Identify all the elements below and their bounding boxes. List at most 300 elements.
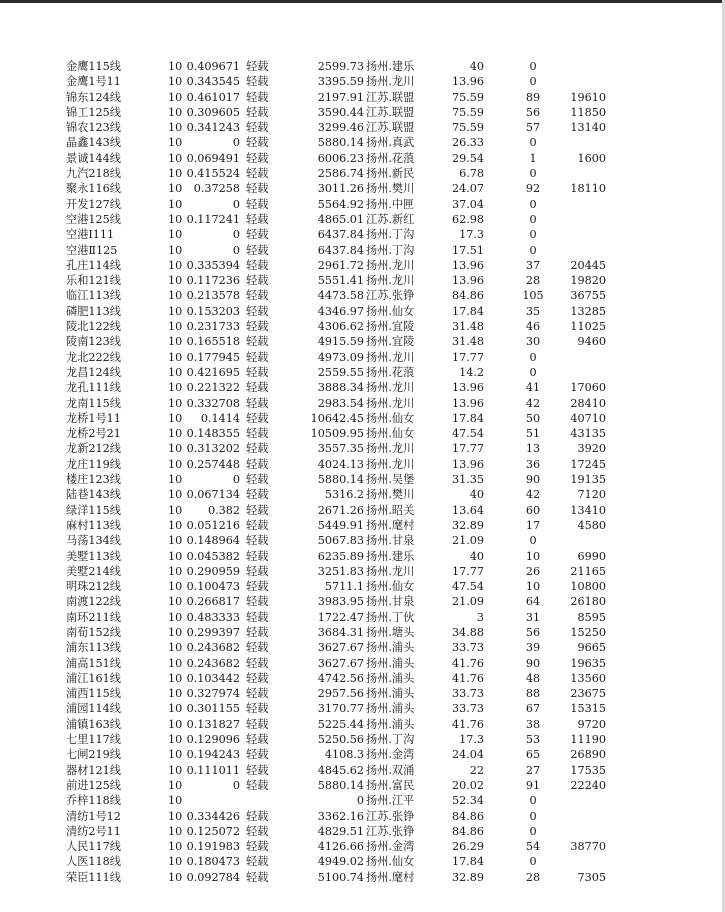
load-ratio-cell: 0.335394 (186, 258, 240, 272)
table-row (0, 564, 725, 579)
load-status-cell: 轻载 (246, 748, 269, 762)
load-ratio-cell: 0.221322 (186, 381, 240, 395)
load-status-cell: 轻载 (246, 503, 269, 517)
table-row (0, 732, 725, 747)
voltage-cell: 10 (168, 243, 183, 257)
count-cell: 26 (525, 564, 541, 578)
voltage-cell: 10 (168, 90, 183, 104)
substation-cell: 扬州.浦头 (366, 702, 415, 716)
length-cell: 13.96 (451, 457, 484, 471)
value-cell: 9665 (577, 641, 606, 655)
table-row (0, 747, 725, 762)
voltage-cell: 10 (168, 717, 183, 731)
capacity-cell: 5711.1 (324, 580, 364, 594)
capacity-cell: 4845.62 (317, 763, 364, 777)
substation-cell: 江苏.联盟 (366, 105, 415, 119)
value-cell: 17535 (570, 763, 606, 777)
voltage-cell: 10 (168, 748, 183, 762)
count-cell: 56 (525, 105, 541, 119)
voltage-cell: 10 (168, 350, 183, 364)
value-cell: 38770 (570, 840, 606, 854)
line-name-cell: 前进125线 (66, 778, 121, 792)
line-name-cell: 龙孔111线 (66, 381, 121, 395)
substation-cell: 扬州.樊川 (366, 488, 415, 502)
load-status-cell: 轻载 (246, 365, 269, 379)
load-ratio-cell: 0.092784 (186, 870, 240, 884)
load-ratio-cell: 0.129096 (186, 733, 240, 747)
table-row (0, 717, 725, 732)
capacity-cell: 5100.74 (317, 870, 364, 884)
length-cell: 13.96 (451, 258, 484, 272)
count-cell: 1 (529, 151, 537, 165)
line-name-cell: 龙桥1号11 (66, 411, 121, 425)
voltage-cell: 10 (168, 870, 183, 884)
capacity-cell: 3362.16 (317, 809, 364, 823)
line-name-cell: 七里117线 (66, 733, 121, 747)
table-row (0, 304, 725, 319)
load-ratio-cell: 0.069491 (186, 151, 240, 165)
count-cell: 30 (525, 335, 541, 349)
count-cell: 38 (525, 717, 541, 731)
substation-cell: 扬州.富民 (366, 778, 415, 792)
substation-cell: 扬州.仙女 (366, 580, 415, 594)
table-row (0, 90, 725, 105)
voltage-cell: 10 (168, 687, 183, 701)
load-status-cell: 轻载 (246, 580, 269, 594)
load-ratio-cell: 0.313202 (186, 442, 240, 456)
load-ratio-cell: 0.309605 (186, 105, 240, 119)
substation-cell: 江苏.联盟 (366, 121, 415, 135)
voltage-cell: 10 (168, 442, 183, 456)
line-name-cell: 金鹰1号11 (66, 75, 121, 89)
capacity-cell: 3983.95 (317, 595, 364, 609)
line-name-cell: 器材121线 (66, 763, 121, 777)
line-name-cell: 七闸219线 (66, 748, 121, 762)
table-row (0, 671, 725, 686)
table-row (0, 503, 725, 518)
substation-cell: 扬州.浦头 (366, 641, 415, 655)
load-status-cell: 轻载 (246, 411, 269, 425)
line-name-cell: 磷肥113线 (66, 304, 121, 318)
capacity-cell: 4126.66 (317, 840, 364, 854)
voltage-cell: 10 (168, 625, 183, 639)
line-name-cell: 南荀152线 (66, 625, 121, 639)
load-ratio-cell: 0.153203 (186, 304, 240, 318)
count-cell: 65 (525, 748, 541, 762)
count-cell: 0 (529, 365, 537, 379)
load-ratio-cell: 0.103442 (186, 671, 240, 685)
length-cell: 17.3 (459, 228, 484, 242)
load-status-cell: 轻载 (246, 687, 269, 701)
line-name-cell: 明珠212线 (66, 580, 121, 594)
line-name-cell: 锦农123线 (66, 121, 121, 135)
voltage-cell: 10 (168, 534, 183, 548)
substation-cell: 扬州.仙女 (366, 304, 415, 318)
capacity-cell: 4915.59 (317, 335, 364, 349)
table-row (0, 594, 725, 609)
substation-cell: 江苏.张铮 (366, 824, 415, 838)
value-cell: 15315 (570, 702, 606, 716)
length-cell: 41.76 (451, 656, 484, 670)
count-cell: 0 (529, 228, 537, 242)
table-row (0, 533, 725, 548)
load-status-cell: 轻载 (246, 442, 269, 456)
value-cell: 15250 (570, 625, 606, 639)
capacity-cell: 3590.44 (317, 105, 364, 119)
load-ratio-cell: 0.257448 (186, 457, 240, 471)
table-row (0, 59, 725, 74)
capacity-cell: 3251.83 (317, 564, 364, 578)
length-cell: 47.54 (451, 580, 484, 594)
count-cell: 51 (525, 427, 541, 441)
top-border (0, 0, 725, 3)
voltage-cell: 10 (168, 136, 183, 150)
substation-cell: 扬州.龙川 (366, 442, 415, 456)
length-cell: 26.29 (451, 840, 484, 854)
substation-cell: 江苏.张铮 (366, 809, 415, 823)
count-cell: 90 (525, 473, 541, 487)
voltage-cell: 10 (168, 778, 183, 792)
length-cell: 84.86 (451, 289, 484, 303)
capacity-cell: 3299.46 (317, 121, 364, 135)
capacity-cell: 4473.58 (317, 289, 364, 303)
voltage-cell: 10 (168, 289, 183, 303)
count-cell: 0 (529, 534, 537, 548)
voltage-cell: 10 (168, 549, 183, 563)
load-ratio-cell: 0.148355 (186, 427, 240, 441)
capacity-cell: 2586.74 (317, 167, 364, 181)
capacity-cell: 6235.89 (317, 549, 364, 563)
substation-cell: 扬州.甘泉 (366, 534, 415, 548)
load-status-cell: 轻载 (246, 473, 269, 487)
table-row (0, 854, 725, 869)
load-status-cell: 轻载 (246, 824, 269, 838)
voltage-cell: 10 (168, 105, 183, 119)
load-ratio-cell: 0 (232, 136, 240, 150)
voltage-cell: 10 (168, 182, 183, 196)
substation-cell: 扬州.江平 (366, 794, 415, 808)
value-cell: 4580 (577, 518, 606, 532)
value-cell: 7305 (577, 870, 606, 884)
value-cell: 23675 (570, 687, 606, 701)
length-cell: 32.89 (451, 518, 484, 532)
line-name-cell: 龙庄119线 (66, 457, 121, 471)
line-name-cell: 马荡134线 (66, 534, 121, 548)
voltage-cell: 10 (168, 656, 183, 670)
value-cell: 19820 (570, 274, 606, 288)
substation-cell: 扬州.仙女 (366, 427, 415, 441)
capacity-cell: 3684.31 (317, 625, 364, 639)
line-name-cell: 清纺1号12 (66, 809, 121, 823)
length-cell: 75.59 (451, 121, 484, 135)
voltage-cell: 10 (168, 794, 183, 808)
load-ratio-cell: 0.117241 (186, 212, 240, 226)
substation-cell: 扬州.中匣 (366, 197, 415, 211)
load-ratio-cell: 0.421695 (186, 365, 240, 379)
line-name-cell: 陆巷143线 (66, 488, 121, 502)
length-cell: 40 (469, 488, 484, 502)
line-name-cell: 南渡122线 (66, 595, 121, 609)
line-name-cell: 浦江161线 (66, 671, 121, 685)
load-ratio-cell: 0.194243 (186, 748, 240, 762)
substation-cell: 扬州.浦头 (366, 687, 415, 701)
load-status-cell: 轻载 (246, 182, 269, 196)
count-cell: 41 (525, 381, 541, 395)
substation-cell: 扬州.建乐 (366, 60, 415, 73)
capacity-cell: 3627.67 (317, 641, 364, 655)
value-cell: 17060 (570, 381, 606, 395)
count-cell: 88 (525, 687, 541, 701)
count-cell: 42 (525, 488, 541, 502)
load-ratio-cell: 0.299397 (186, 625, 240, 639)
substation-cell: 扬州.丁沟 (366, 733, 415, 747)
length-cell: 52.34 (451, 794, 484, 808)
load-status-cell: 轻载 (246, 228, 269, 242)
line-name-cell: 空港Ⅱ125 (66, 243, 118, 257)
capacity-cell: 3557.35 (317, 442, 364, 456)
length-cell: 17.84 (451, 411, 484, 425)
capacity-cell: 5225.44 (317, 717, 364, 731)
table-row (0, 334, 725, 349)
value-cell: 6990 (577, 549, 606, 563)
count-cell: 64 (525, 595, 541, 609)
substation-cell: 扬州.吴堡 (366, 473, 415, 487)
count-cell: 0 (529, 60, 537, 73)
count-cell: 10 (525, 549, 541, 563)
substation-cell: 扬州.金湾 (366, 748, 415, 762)
count-cell: 53 (525, 733, 541, 747)
length-cell: 75.59 (451, 90, 484, 104)
length-cell: 17.84 (451, 304, 484, 318)
substation-cell: 扬州.建乐 (366, 549, 415, 563)
count-cell: 0 (529, 197, 537, 211)
count-cell: 0 (529, 855, 537, 869)
load-ratio-cell: 0 (232, 778, 240, 792)
count-cell: 42 (525, 396, 541, 410)
voltage-cell: 10 (168, 411, 183, 425)
length-cell: 24.04 (451, 748, 484, 762)
value-cell: 28410 (570, 396, 606, 410)
count-cell: 10 (525, 580, 541, 594)
voltage-cell: 10 (168, 212, 183, 226)
voltage-cell: 10 (168, 75, 183, 89)
table-row (0, 181, 725, 196)
count-cell: 54 (525, 840, 541, 854)
voltage-cell: 10 (168, 228, 183, 242)
count-cell: 39 (525, 641, 541, 655)
load-status-cell: 轻载 (246, 243, 269, 257)
load-ratio-cell: 0.461017 (186, 90, 240, 104)
load-ratio-cell: 0.290959 (186, 564, 240, 578)
load-status-cell: 轻载 (246, 656, 269, 670)
load-ratio-cell: 0.409671 (186, 60, 240, 73)
line-name-cell: 美墅113线 (66, 549, 121, 563)
length-cell: 40 (469, 60, 484, 73)
count-cell: 27 (525, 763, 541, 777)
length-cell: 13.96 (451, 274, 484, 288)
length-cell: 31.48 (451, 320, 484, 334)
table-row (0, 212, 725, 227)
capacity-cell: 6437.84 (317, 243, 364, 257)
capacity-cell: 3011.26 (317, 182, 364, 196)
line-name-cell: 浦园114线 (66, 702, 121, 716)
count-cell: 0 (529, 75, 537, 89)
voltage-cell: 10 (168, 488, 183, 502)
value-cell: 9460 (577, 335, 606, 349)
length-cell: 17.51 (451, 243, 484, 257)
substation-cell: 扬州.丁沟 (366, 243, 415, 257)
table-row (0, 411, 725, 426)
line-name-cell: 金鹰115线 (66, 60, 121, 73)
length-cell: 24.07 (451, 182, 484, 196)
length-cell: 26.33 (451, 136, 484, 150)
table-row (0, 870, 725, 885)
voltage-cell: 10 (168, 763, 183, 777)
length-cell: 33.73 (451, 687, 484, 701)
length-cell: 75.59 (451, 105, 484, 119)
count-cell: 35 (525, 304, 541, 318)
voltage-cell: 10 (168, 641, 183, 655)
load-status-cell: 轻载 (246, 733, 269, 747)
count-cell: 90 (525, 656, 541, 670)
line-name-cell: 九汽218线 (66, 167, 121, 181)
table-row (0, 686, 725, 701)
substation-cell: 扬州.宜陵 (366, 320, 415, 334)
value-cell: 13410 (570, 503, 606, 517)
line-name-cell: 孔庄114线 (66, 258, 121, 272)
load-status-cell: 轻载 (246, 518, 269, 532)
capacity-cell: 4865.01 (317, 212, 364, 226)
line-name-cell: 龙北222线 (66, 350, 121, 364)
load-status-cell: 轻载 (246, 258, 269, 272)
length-cell: 47.54 (451, 427, 484, 441)
count-cell: 0 (529, 824, 537, 838)
substation-cell: 扬州.浦头 (366, 656, 415, 670)
capacity-cell: 5250.56 (317, 733, 364, 747)
capacity-cell: 2671.26 (317, 503, 364, 517)
capacity-cell: 4306.62 (317, 320, 364, 334)
length-cell: 20.02 (451, 778, 484, 792)
load-ratio-cell: 0.332708 (186, 396, 240, 410)
load-ratio-cell: 0.301155 (186, 702, 240, 716)
length-cell: 41.76 (451, 717, 484, 731)
voltage-cell: 10 (168, 304, 183, 318)
count-cell: 31 (525, 610, 541, 624)
load-status-cell: 轻载 (246, 855, 269, 869)
line-name-cell: 空港125线 (66, 212, 121, 226)
count-cell: 57 (525, 121, 541, 135)
load-status-cell: 轻载 (246, 75, 269, 89)
capacity-cell: 2559.55 (317, 365, 364, 379)
count-cell: 50 (525, 411, 541, 425)
length-cell: 34.88 (451, 625, 484, 639)
capacity-cell: 2599.73 (317, 60, 364, 73)
table-row (0, 640, 725, 655)
capacity-cell: 5880.14 (317, 778, 364, 792)
capacity-cell: 4024.13 (317, 457, 364, 471)
load-ratio-cell: 0.051216 (186, 518, 240, 532)
load-ratio-cell: 0.045382 (186, 549, 240, 563)
line-name-cell: 龙昌124线 (66, 365, 121, 379)
value-cell: 13285 (570, 304, 606, 318)
length-cell: 84.86 (451, 824, 484, 838)
line-name-cell: 浦高151线 (66, 656, 121, 670)
voltage-cell: 10 (168, 320, 183, 334)
table-row (0, 350, 725, 365)
length-cell: 17.84 (451, 855, 484, 869)
load-ratio-cell: 0.415524 (186, 167, 240, 181)
value-cell: 40710 (570, 411, 606, 425)
table-row (0, 441, 725, 456)
capacity-cell: 5880.14 (317, 473, 364, 487)
voltage-cell: 10 (168, 580, 183, 594)
load-ratio-cell: 0.243682 (186, 656, 240, 670)
value-cell: 11190 (570, 733, 606, 747)
substation-cell: 扬州.昭关 (366, 503, 415, 517)
count-cell: 67 (525, 702, 541, 716)
length-cell: 21.09 (451, 595, 484, 609)
count-cell: 0 (529, 167, 537, 181)
capacity-cell: 3395.59 (317, 75, 364, 89)
line-name-cell: 锦工125线 (66, 105, 121, 119)
load-status-cell: 轻载 (246, 167, 269, 181)
voltage-cell: 10 (168, 671, 183, 685)
value-cell: 11025 (570, 320, 606, 334)
voltage-cell: 10 (168, 595, 183, 609)
capacity-cell: 2197.91 (317, 90, 364, 104)
load-status-cell: 轻载 (246, 488, 269, 502)
voltage-cell: 10 (168, 427, 183, 441)
capacity-cell: 3888.34 (317, 381, 364, 395)
table-row (0, 809, 725, 824)
load-status-cell: 轻载 (246, 136, 269, 150)
line-name-cell: 清纺2号11 (66, 824, 121, 838)
table-row (0, 380, 725, 395)
table-row (0, 135, 725, 150)
line-name-cell: 陵南123线 (66, 335, 121, 349)
table-row (0, 610, 725, 625)
value-cell: 19135 (570, 473, 606, 487)
count-cell: 13 (525, 442, 541, 456)
voltage-cell: 10 (168, 702, 183, 716)
table-row (0, 549, 725, 564)
length-cell: 33.73 (451, 702, 484, 716)
value-cell: 36755 (570, 289, 606, 303)
capacity-cell: 4346.97 (317, 304, 364, 318)
count-cell: 17 (525, 518, 541, 532)
load-status-cell: 轻载 (246, 381, 269, 395)
load-ratio-cell: 0.382 (207, 503, 240, 517)
value-cell: 22240 (570, 778, 606, 792)
count-cell: 60 (525, 503, 541, 517)
load-ratio-cell: 0.117236 (186, 274, 240, 288)
voltage-cell: 10 (168, 365, 183, 379)
capacity-cell: 5564.92 (317, 197, 364, 211)
load-status-cell: 轻载 (246, 427, 269, 441)
capacity-cell: 1722.47 (317, 610, 364, 624)
load-ratio-cell: 0.343545 (186, 75, 240, 89)
capacity-cell: 4973.09 (317, 350, 364, 364)
table-row (0, 487, 725, 502)
line-name-cell: 麻村113线 (66, 518, 121, 532)
table-row (0, 166, 725, 181)
line-name-cell: 临江113线 (66, 289, 121, 303)
voltage-cell: 10 (168, 151, 183, 165)
count-cell: 105 (522, 289, 544, 303)
value-cell: 19635 (570, 656, 606, 670)
length-cell: 22 (469, 763, 484, 777)
load-ratio-cell: 0.165518 (186, 335, 240, 349)
